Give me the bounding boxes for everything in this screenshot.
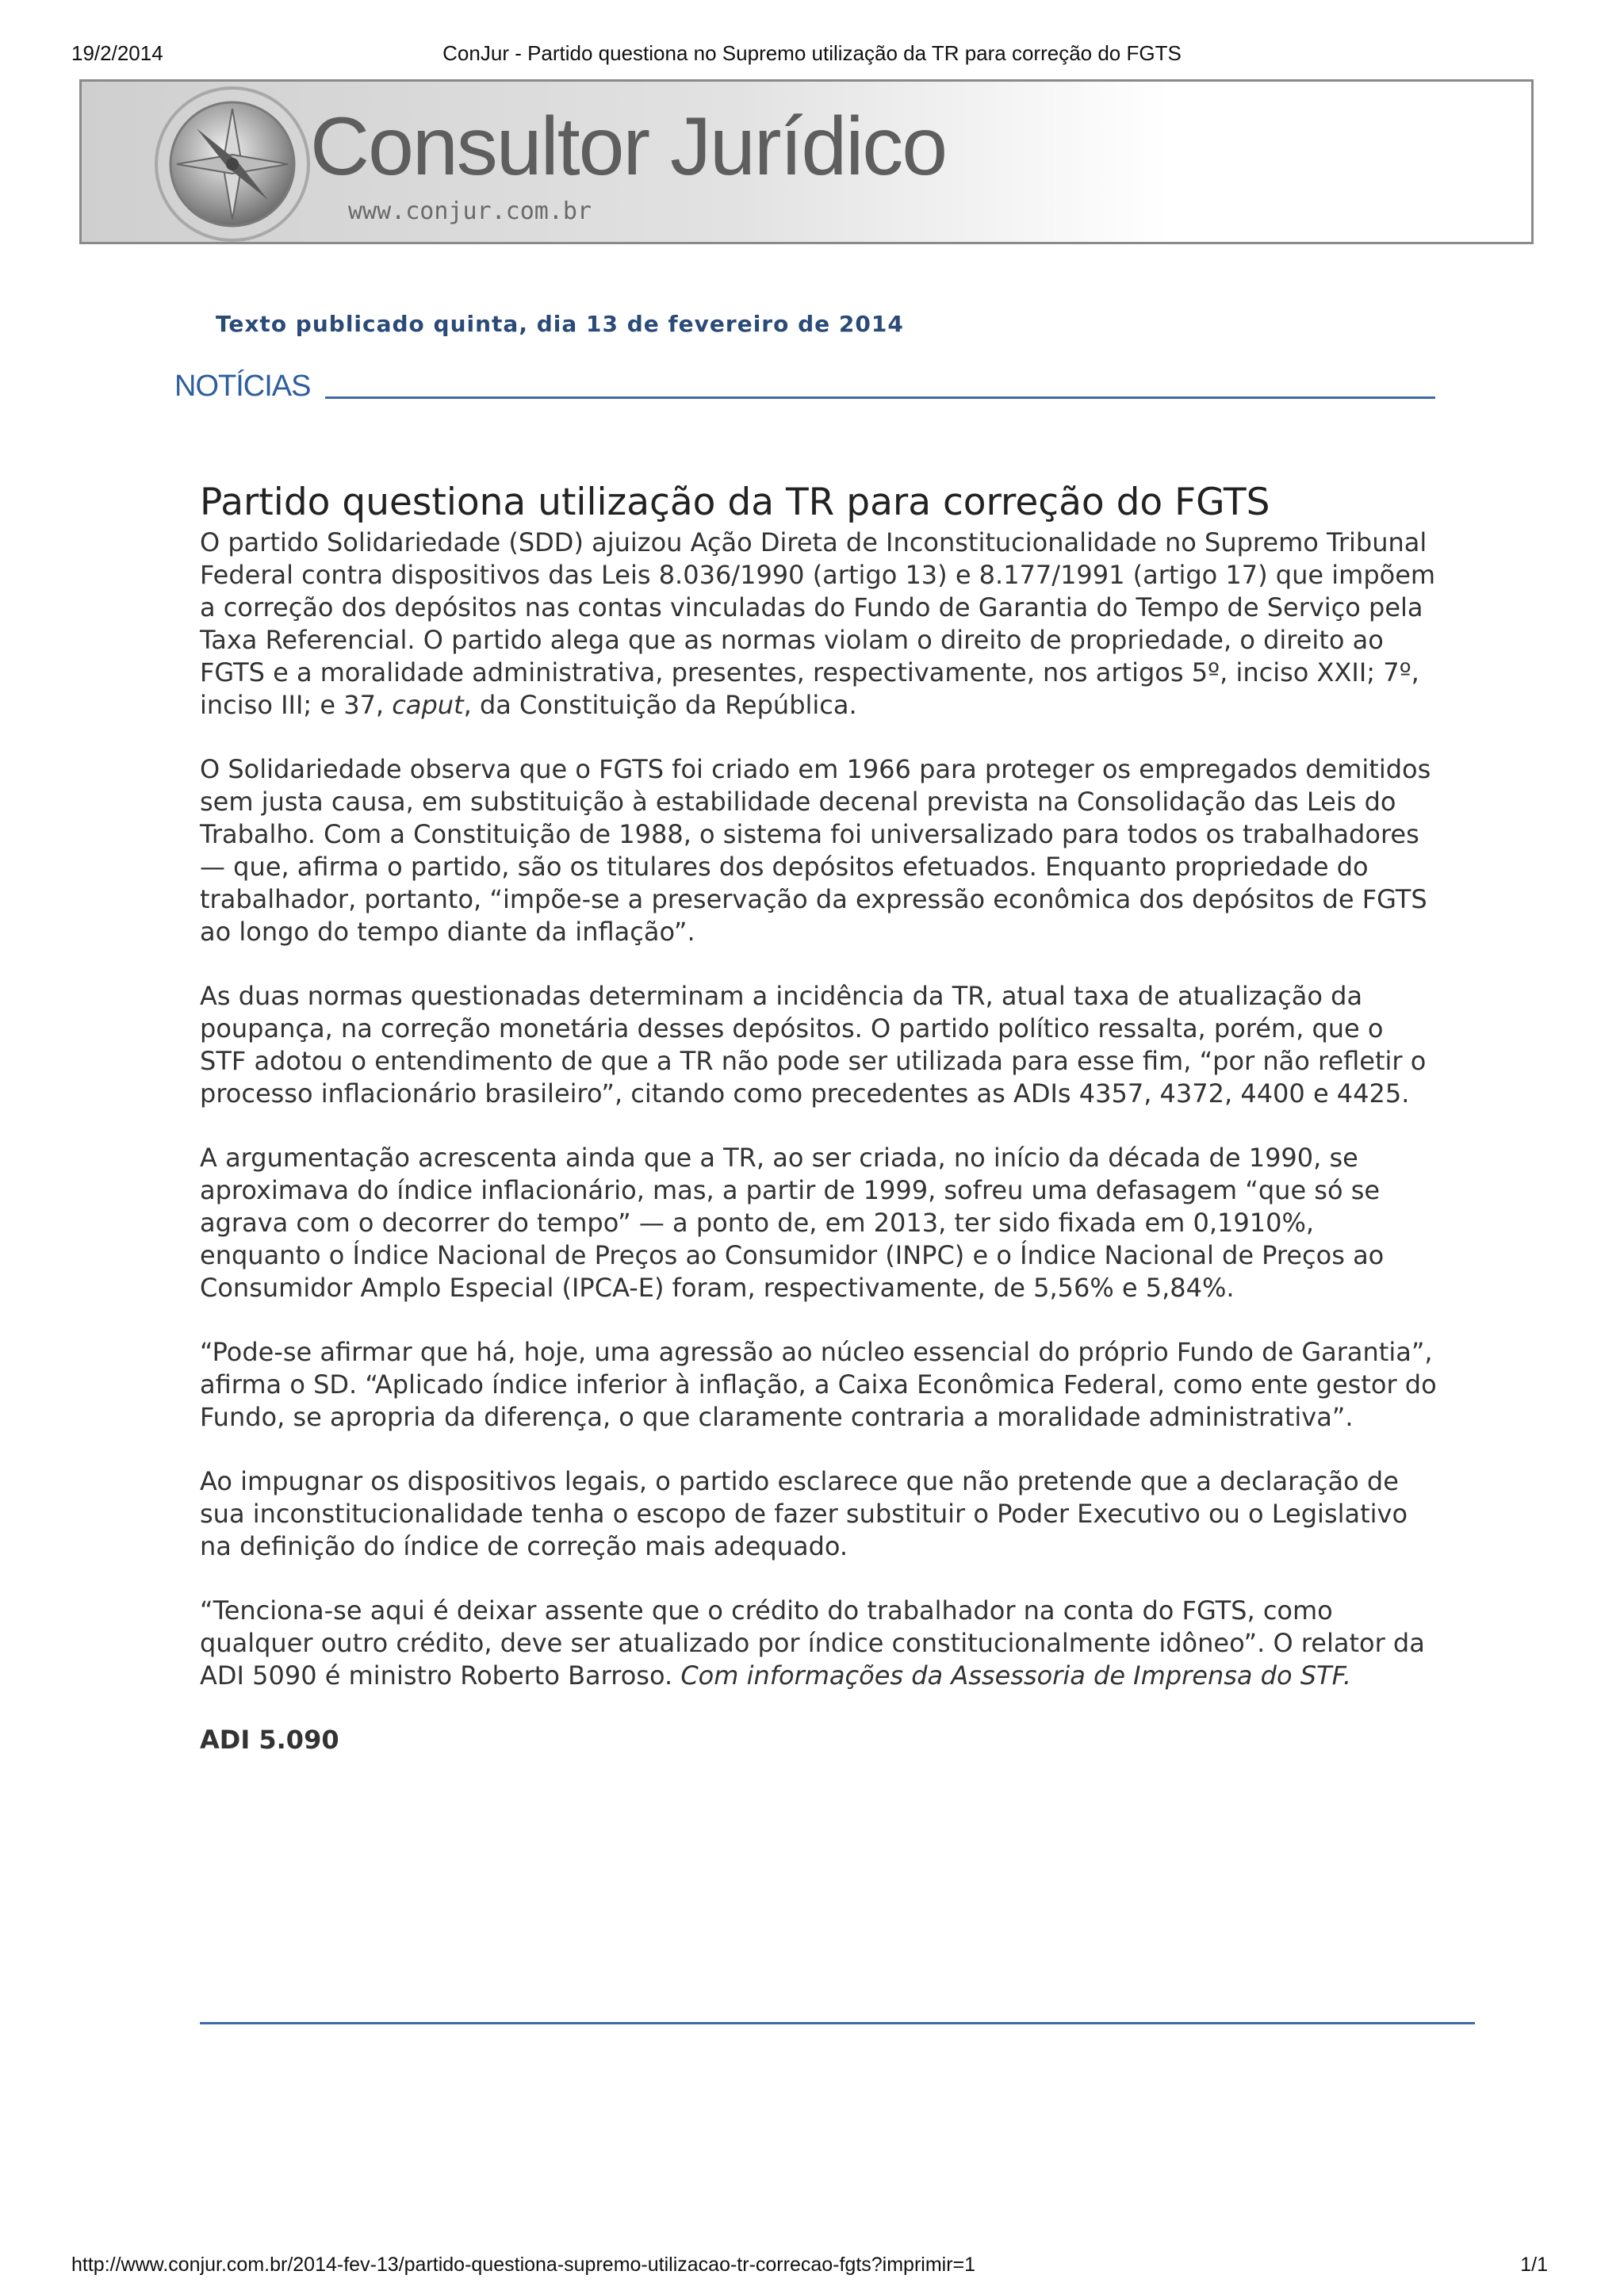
site-brand-name: Consultor Jurídico	[310, 101, 947, 193]
paragraph-text: “Tenciona-se aqui é deixar assente que o crédito do trabalhador na conta do FGTS, como qualquer outro crédito, deve ser atualizado por índice constitucionalmente idôneo”. O relator da ADI 5090 é ministro Roberto Barroso.	[200, 1595, 1425, 1691]
section-header	[174, 370, 1435, 401]
print-footer	[0, 2254, 1624, 2282]
article-paragraph: “Pode-se afirmar que há, hoje, uma agressão ao núcleo essencial do próprio Fundo de Garantia”, afirma o SD. “Aplicado índice inferior à inflação, a Caixa Econômica Federal, como ente gestor do Fundo, se apropria da diferença, o que claramente contraria a moralidade administrativa”.	[200, 1337, 1437, 1432]
article-body	[200, 479, 1437, 1756]
source-credit: Com informações da Assessoria de Imprensa do STF.	[680, 1660, 1352, 1691]
article-paragraph	[200, 527, 1437, 722]
site-banner[interactable]	[79, 79, 1534, 244]
footer-divider	[200, 2022, 1475, 2024]
article-paragraph: Ao impugnar os dispositivos legais, o partido esclarece que não pretende que a declaração de sua inconstitucionalidade tenha o escopo de fazer substituir o Poder Executivo ou o Legislativo na definição do índice de correção mais adequado.	[200, 1466, 1408, 1561]
paragraph-text: O partido Solidariedade (SDD) ajuizou Ação Direta de Inconstitucionalidade no Supremo Tribunal Federal contra dispositivos das Leis 8.036/1990 (artigo 13) e 8.177/1991 (artigo 17) que impõem a correção dos depósitos nas contas vinculadas do Fundo de Garantia do Tempo de Serviço pela Taxa Referencial. O partido alega que as normas violam o direito de propriedade, o direito ao FGTS e a moralidade administrativa, presentes, respectivamente, nos artigos 5º, inciso XXII; 7º, inciso III; e 37,	[200, 527, 1436, 720]
article-paragraph: As duas normas questionadas determinam a incidência da TR, atual taxa de atualização da poupança, na correção monetária desses depósitos. O partido político ressalta, porém, que o STF adotou o entendimento de que a TR não pode ser utilizada para esse fim, “por não refletir o processo inflacionário brasileiro”, citando como precedentes as ADIs 4357, 4372, 4400 e 4425.	[200, 981, 1427, 1109]
article-title: Partido questiona utilização da TR para correção do FGTS	[200, 481, 1270, 524]
print-page-title: ConJur - Partido questiona no Supremo utilização da TR para correção do FGTS	[442, 41, 1182, 65]
section-label: NOTÍCIAS	[174, 370, 311, 403]
publication-date: Texto publicado quinta, dia 13 de fevereiro de 2014	[216, 311, 904, 337]
italic-term: caput	[392, 690, 464, 720]
site-url: www.conjur.com.br	[348, 197, 592, 225]
print-url: http://www.conjur.com.br/2014-fev-13/partido-questiona-supremo-utilizacao-tr-correcao-fgts?imprimir=1	[71, 2254, 976, 2276]
article-paragraph: O Solidariedade observa que o FGTS foi criado em 1966 para proteger os empregados demitidos sem justa causa, em substituição à estabilidade decenal prevista na Consolidação das Leis do Trabalho. Com a Constituição de 1988, o sistema foi universalizado para todos os trabalhadores — que, afirma o partido, são os titulares dos depósitos efetuados. Enquanto propriedade do trabalhador, portanto, “impõe-se a preservação da expressão econômica dos depósitos de FGTS ao longo do tempo diante da inflação”.	[200, 754, 1431, 947]
article-paragraph	[200, 1595, 1437, 1692]
print-date: 19/2/2014	[71, 41, 163, 65]
print-header	[0, 41, 1624, 73]
paragraph-text: , da Constituição da República.	[463, 690, 857, 720]
section-divider	[325, 396, 1435, 399]
article-paragraph: A argumentação acrescenta ainda que a TR, ao ser criada, no início da década de 1990, se aproximava do índice inflacionário, mas, a partir de 1999, sofreu uma defasagem “que só se agrava com o decorrer do tempo” — a ponto de, em 2013, ter sido fixada em 0,1910%, enquanto o Índice Nacional de Preços ao Consumidor (INPC) e o Índice Nacional de Preços ao Consumidor Amplo Especial (IPCA-E) foram, respectivamente, de 5,56% e 5,84%.	[200, 1143, 1385, 1303]
case-number: ADI 5.090	[200, 1725, 339, 1755]
page-number: 1/1	[1520, 2254, 1548, 2276]
